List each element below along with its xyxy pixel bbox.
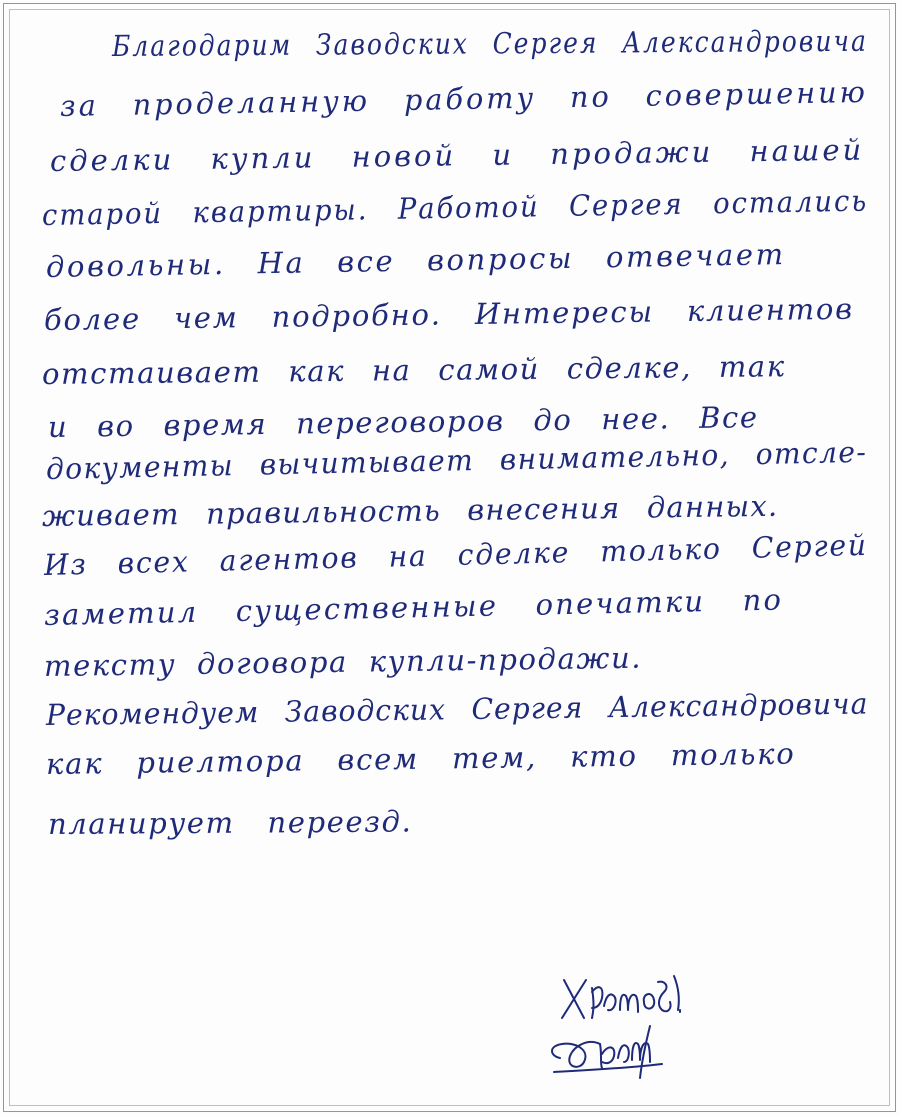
letter-line-13: тексту договора купли-продажи. (43, 640, 643, 683)
handwritten-signature (540, 958, 700, 1108)
letter-line-3: сделки купли новой и продажи нашей (49, 132, 865, 178)
letter-line-7: отстаивает как на самой сделке, так (41, 349, 786, 391)
letter-line-12: заметил существенные опечатки по (43, 582, 784, 632)
letter-line-5: довольны. На все вопросы отвечает (45, 237, 786, 284)
letter-line-14: Рекомендуем Заводских Сергея Александровича (45, 686, 869, 732)
letter-line-16: планирует переезд. (47, 804, 413, 841)
letter-line-11: Из всех агентов на сделке только Сергей (43, 527, 869, 582)
letter-line-15: как риелтора всем тем, кто только (45, 736, 796, 781)
signature-drawing (540, 958, 700, 1108)
letter-line-10: живает правильность внесения данных. (41, 488, 779, 533)
letter-line-9: документы вычитывает внимательно, отсле- (45, 434, 868, 486)
letter-line-1: Благодарим Заводских Сергея Александровича (111, 23, 869, 63)
letter-line-6: более чем подробно. Интересы клиентов (43, 291, 855, 337)
letter-line-8: и во время переговоров до нее. Все (47, 400, 759, 444)
letter-line-4: старой квартиры. Работой Сергея остались (41, 183, 869, 232)
letter-line-2: за проделанную работу по совершению (59, 74, 869, 123)
